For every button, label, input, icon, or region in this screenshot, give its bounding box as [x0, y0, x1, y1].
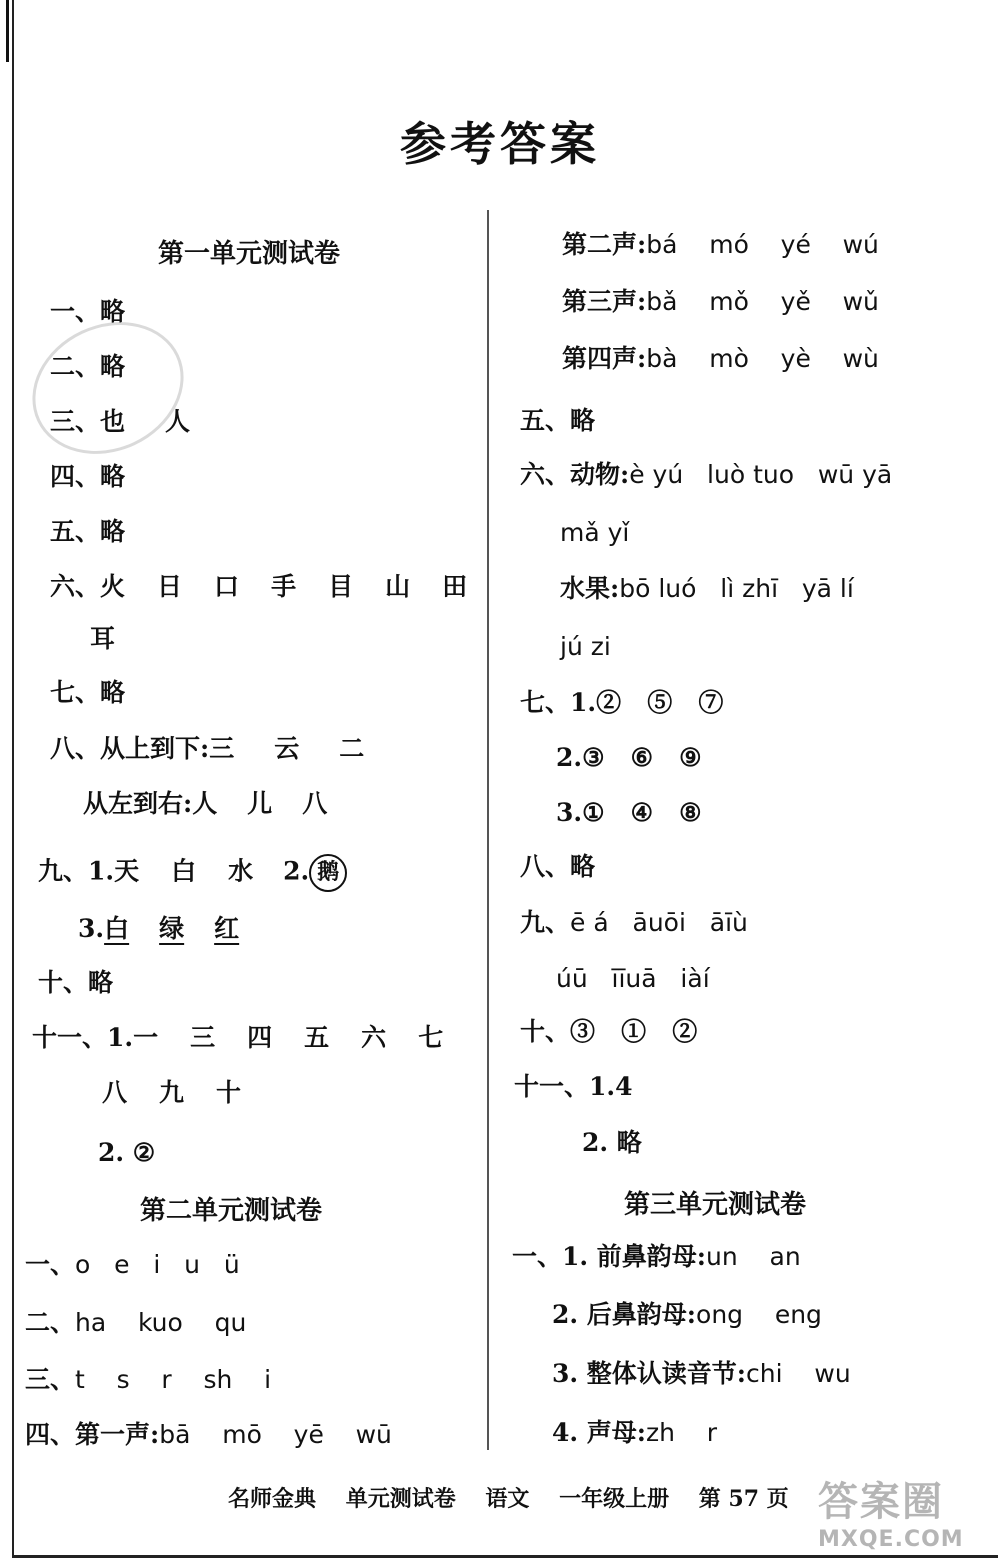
unit1-q11-2: 2. ②: [98, 1138, 156, 1167]
unit3-q4: 4. 声母:zh r: [552, 1418, 718, 1447]
unit2-q4: 四、第一声:bā mō yē wū: [25, 1420, 392, 1449]
unit2-q7-2: 2.③ ⑥ ⑨: [556, 743, 702, 772]
unit1-heading: 第一单元测试卷: [158, 239, 341, 269]
unit2-q7-3: 3.① ④ ⑧: [556, 798, 702, 827]
watermark-url: MXQE.COM: [818, 1527, 964, 1552]
unit2-q7-1: 七、1.② ⑤ ⑦: [520, 688, 724, 717]
unit2-q6-fruit-cont: jú zi: [560, 632, 611, 661]
watermark-logo-text: 答案圈: [818, 1479, 944, 1525]
unit2-q1: 一、o e i u ü: [25, 1250, 240, 1279]
tone4-row: 第四声:bà mò yè wù: [562, 344, 879, 373]
unit2-q11-1: 十一、1.4: [514, 1072, 633, 1101]
unit2-q6-animals-cont: mǎ yǐ: [560, 518, 630, 547]
page-title: 参考答案: [400, 117, 600, 171]
unit1-q8-top: 八、从上到下:三 云 二: [50, 734, 365, 763]
watermark: [818, 1470, 988, 1550]
unit1-q6-cont: 耳: [90, 624, 116, 653]
unit1-q2: 二、略: [50, 352, 126, 381]
unit1-q5: 五、略: [50, 517, 126, 546]
unit1-q9-1: 九、1.天 白 水 2. 鹅: [38, 854, 347, 892]
unit1-q11-1: 十一、1.一 三 四 五 六 七: [32, 1023, 444, 1052]
unit1-q10: 十、略: [38, 968, 114, 997]
unit2-q9-a: 九、ē á āuōi āīù: [520, 908, 748, 937]
unit2-heading: 第二单元测试卷: [140, 1196, 323, 1226]
footer-grade: 一年级上册: [559, 1486, 670, 1512]
unit2-q9-b: úū īīuā iàí: [556, 964, 710, 993]
circled-answer: 鹅: [309, 854, 347, 892]
page-number: 第 57 页: [698, 1486, 789, 1512]
unit2-q11-2: 2. 略: [582, 1128, 642, 1157]
page-footer: [228, 1482, 811, 1513]
unit2-q5: 五、略: [520, 406, 596, 435]
tone3-row: 第三声:bǎ mǒ yě wǔ: [562, 287, 879, 316]
unit1-q1: 一、略: [50, 297, 126, 326]
unit3-q1: 一、1. 前鼻韵母:un an: [512, 1242, 801, 1271]
unit3-heading: 第三单元测试卷: [624, 1190, 807, 1220]
unit3-q3: 3. 整体认读音节:chi wu: [552, 1359, 851, 1388]
unit2-q8: 八、略: [520, 852, 596, 881]
column-divider: [487, 210, 489, 1450]
unit1-q7: 七、略: [50, 678, 126, 707]
footer-series: 单元测试卷: [345, 1486, 456, 1512]
unit2-q2: 二、ha kuo qu: [25, 1308, 247, 1337]
unit1-q9-3: 3.白 绿 红: [78, 914, 240, 943]
unit1-q4: 四、略: [50, 462, 126, 491]
footer-brand: 名师金典: [228, 1486, 317, 1512]
unit1-q3: 三、也 人: [50, 407, 191, 436]
footer-subject: 语文: [485, 1486, 530, 1512]
unit1-q11-1-cont: 八 九 十: [102, 1078, 242, 1107]
unit2-q6-animals: 六、动物:è yú luò tuo wū yā: [520, 460, 893, 489]
tone2-row: 第二声:bá mó yé wú: [562, 230, 879, 259]
unit2-q6-fruit: 水果:bō luó lì zhī yā lí: [560, 574, 854, 603]
unit1-q6: 六、火 日 口 手 目 山 田: [50, 572, 468, 601]
unit3-q2: 2. 后鼻韵母:ong eng: [552, 1300, 822, 1329]
unit1-q8-left: 从左到右:人 儿 八: [83, 789, 328, 818]
scan-edge: [6, 0, 9, 62]
unit2-q3: 三、t s r sh i: [25, 1365, 272, 1394]
unit2-q10: 十、③ ① ②: [520, 1017, 698, 1046]
